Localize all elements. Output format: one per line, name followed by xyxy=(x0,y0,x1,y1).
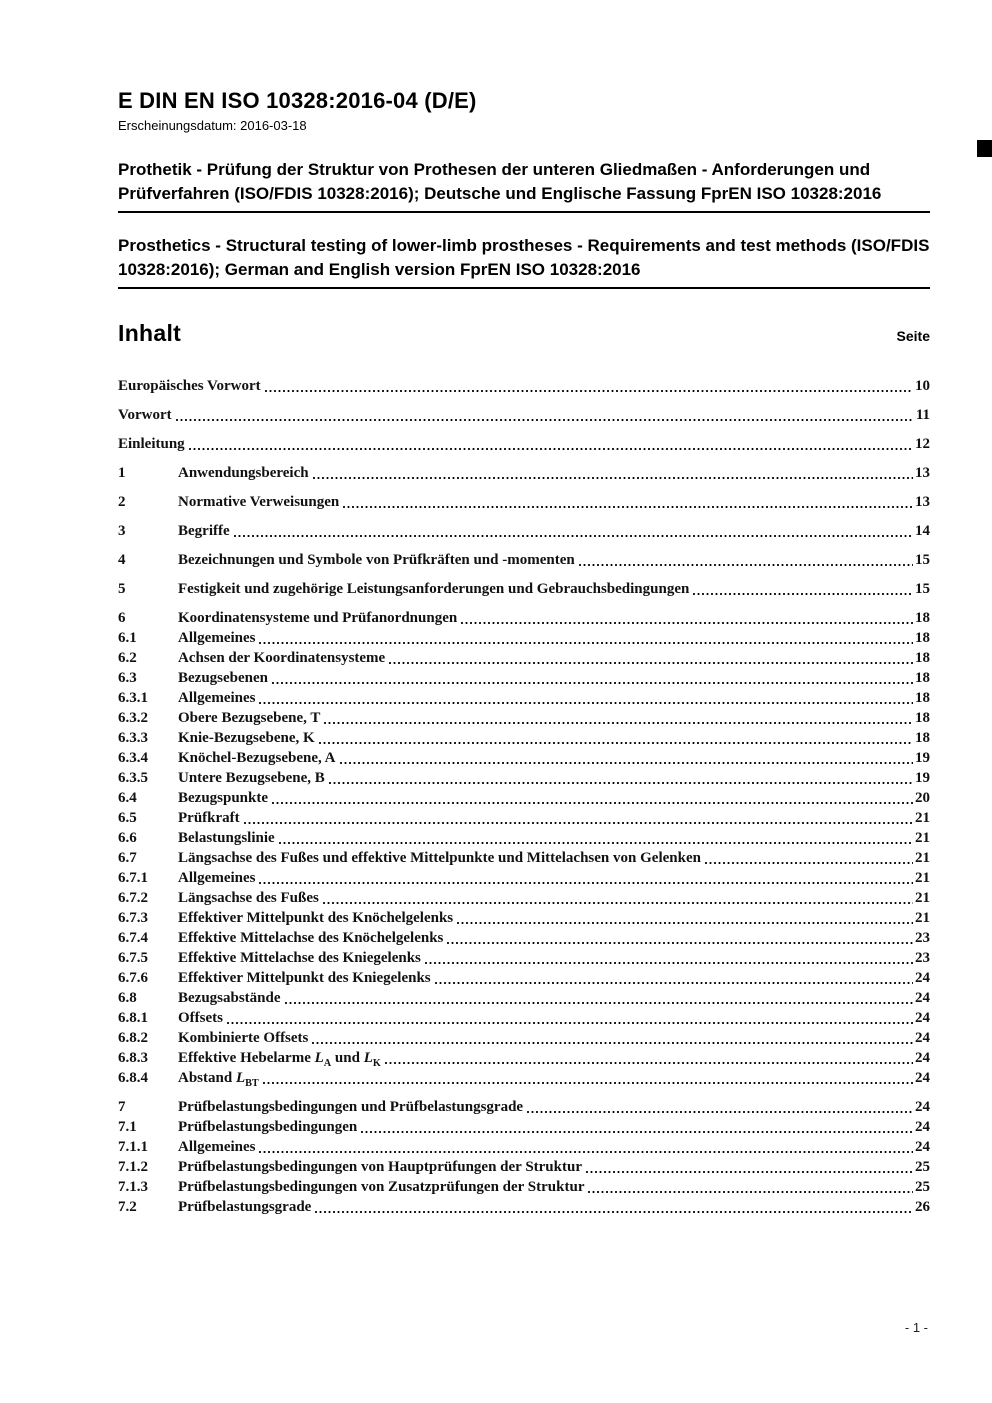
toc-entry-page: 23 xyxy=(915,950,930,966)
toc-entry-page: 21 xyxy=(915,890,930,906)
toc-dot-leader xyxy=(340,762,914,764)
toc-entry-number: 7.2 xyxy=(118,1199,137,1215)
toc-entry-title: Prüfbelastungsbedingungen und Prüfbelastungsgrade xyxy=(178,1099,524,1115)
toc-entry-number: 6.7.1 xyxy=(118,870,148,886)
toc-dot-leader xyxy=(227,1022,913,1024)
toc-dot-leader xyxy=(361,1131,913,1133)
toc-dot-leader xyxy=(272,682,913,684)
toc-entry-number: 6.8.1 xyxy=(118,1010,148,1026)
toc-entry-title: Untere Bezugsebene, B xyxy=(178,770,325,786)
toc-entry xyxy=(118,648,930,668)
toc-entry-page: 18 xyxy=(915,630,930,646)
toc-dot-leader xyxy=(323,902,913,904)
toc-entry-number: 6.6 xyxy=(118,830,137,846)
toc-entry-title: Bezugsebenen xyxy=(178,670,268,686)
toc-entry-title: Koordinatensysteme und Prüfanordnungen xyxy=(178,610,458,626)
toc-entry-number: 6.3 xyxy=(118,670,137,686)
toc-entry-number: 7.1.1 xyxy=(118,1139,148,1155)
toc-entry-number: 6.2 xyxy=(118,650,137,666)
toc-entry-number: 6.3.1 xyxy=(118,690,148,706)
toc-entry xyxy=(118,768,930,788)
toc-entry xyxy=(118,948,930,968)
toc-entry xyxy=(118,908,930,928)
toc-entry-page: 19 xyxy=(915,770,930,786)
toc-dot-leader xyxy=(425,962,913,964)
toc-entry xyxy=(118,708,930,728)
toc-entry-title: Offsets xyxy=(178,1010,223,1026)
toc-entry-title: Prüfbelastungsgrade xyxy=(178,1199,312,1215)
toc-entry-number: 6.7.4 xyxy=(118,930,148,946)
toc-dot-leader xyxy=(389,662,913,664)
toc-entry-page: 24 xyxy=(915,970,930,986)
toc-entry xyxy=(118,434,930,454)
toc-entry-page: 19 xyxy=(915,750,930,766)
toc-entry-number: 4 xyxy=(118,552,126,568)
toc-entry-title: Effektive Mittelachse des Knöchelgelenks xyxy=(178,930,444,946)
toc-dot-leader xyxy=(435,982,913,984)
toc-entry-number: 6 xyxy=(118,610,126,626)
toc-entry-page: 21 xyxy=(915,810,930,826)
toc-entry-title: Längsachse des Fußes und effektive Mittelpunkte und Mittelachsen von Gelenken xyxy=(178,850,701,866)
toc-entry-title: Prüfbelastungsbedingungen von Zusatzprüfungen der Struktur xyxy=(178,1179,585,1195)
toc-dot-leader xyxy=(461,622,913,624)
toc-entry-title: Festigkeit und zugehörige Leistungsanforderungen und Gebrauchsbedingungen xyxy=(178,581,690,597)
toc-dot-leader xyxy=(279,842,913,844)
toc-dot-leader xyxy=(315,1211,913,1213)
toc-entry-page: 18 xyxy=(915,710,930,726)
toc-entry-page: 24 xyxy=(915,1050,930,1066)
toc-entry-title: Achsen der Koordinatensysteme xyxy=(178,650,386,666)
toc-entry-title: Prüfkraft xyxy=(178,810,240,826)
toc-entry-page: 24 xyxy=(915,1099,930,1115)
page-number-footer: - 1 - xyxy=(904,1320,928,1335)
toc-entry-number: 7.1 xyxy=(118,1119,137,1135)
toc-entry-page: 18 xyxy=(915,610,930,626)
toc-entry-number: 1 xyxy=(118,465,126,481)
toc-dot-leader xyxy=(329,782,913,784)
toc-entry-title: Effektiver Mittelpunkt des Kniegelenks xyxy=(178,970,431,986)
toc-entry xyxy=(118,788,930,808)
toc-entry xyxy=(118,405,930,425)
toc-dot-leader xyxy=(265,390,913,392)
toc-entry-number: 6.7.3 xyxy=(118,910,148,926)
toc-entry xyxy=(118,1028,930,1048)
toc-entry-title: Begriffe xyxy=(178,523,230,539)
toc-list xyxy=(118,376,930,1217)
toc-dot-leader xyxy=(176,419,914,421)
toc-dot-leader xyxy=(263,1082,913,1084)
toc-entry xyxy=(118,1157,930,1177)
toc-entry xyxy=(118,608,930,628)
toc-dot-leader xyxy=(705,862,913,864)
toc-entry-title: Effektive Hebelarme $L_A$ und $L_K$ xyxy=(178,1050,381,1069)
toc-entry-page: 24 xyxy=(915,990,930,1006)
toc-entry-title: Bezugspunkte xyxy=(178,790,269,806)
page-content xyxy=(118,0,930,1217)
toc-dot-leader xyxy=(313,477,913,479)
toc-entry xyxy=(118,988,930,1008)
toc-entry-title: Knie-Bezugsebene, K xyxy=(178,730,315,746)
toc-entry-title: Europäisches Vorwort xyxy=(118,378,261,394)
toc-entry xyxy=(118,550,930,570)
toc-entry-number: 6.3.3 xyxy=(118,730,148,746)
toc-entry-number: 6.7.5 xyxy=(118,950,148,966)
toc-dot-leader xyxy=(579,564,913,566)
toc-entry-title: Längsachse des Fußes xyxy=(178,890,319,906)
toc-dot-leader xyxy=(586,1171,913,1173)
toc-entry xyxy=(118,1068,930,1088)
toc-header-row xyxy=(118,320,930,347)
toc-entry-number: 6.7.2 xyxy=(118,890,148,906)
document-title-english: Prosthetics - Structural testing of lower-limb prostheses - Requirements and test methods (ISO/FDIS 10328:2016); German and English version FprEN ISO 10328:2016 xyxy=(118,234,930,289)
document-title-german: Prothetik - Prüfung der Struktur von Prothesen der unteren Gliedmaßen - Anforderungen und Prüfverfahren (ISO/FDIS 10328:2016); Deutsche und Englische Fassung FprEN ISO 10328:2016 xyxy=(118,158,930,213)
toc-entry-page: 24 xyxy=(915,1119,930,1135)
toc-entry-number: 6.8.2 xyxy=(118,1030,148,1046)
toc-entry-page: 21 xyxy=(915,830,930,846)
toc-entry-title: Allgemeines xyxy=(178,870,256,886)
toc-entry-page: 24 xyxy=(915,1010,930,1026)
toc-entry xyxy=(118,808,930,828)
toc-entry xyxy=(118,748,930,768)
toc-entry-page: 20 xyxy=(915,790,930,806)
toc-entry-title: Allgemeines xyxy=(178,1139,256,1155)
toc-entry-title: Prüfbelastungsbedingungen von Hauptprüfungen der Struktur xyxy=(178,1159,582,1175)
toc-entry xyxy=(118,868,930,888)
toc-entry-title: Normative Verweisungen xyxy=(178,494,340,510)
toc-entry xyxy=(118,728,930,748)
toc-dot-leader xyxy=(234,535,913,537)
toc-entry xyxy=(118,521,930,541)
toc-entry-title: Vorwort xyxy=(118,407,172,423)
toc-entry-number: 6.3.4 xyxy=(118,750,148,766)
toc-dot-leader xyxy=(457,922,913,924)
toc-entry-page: 21 xyxy=(915,850,930,866)
toc-entry-number: 6.3.2 xyxy=(118,710,148,726)
toc-dot-leader xyxy=(385,1062,913,1064)
toc-entry-number: 6.8 xyxy=(118,990,137,1006)
toc-entry-title: Belastungslinie xyxy=(178,830,275,846)
toc-entry xyxy=(118,463,930,483)
toc-entry-page: 21 xyxy=(915,910,930,926)
toc-entry-number: 5 xyxy=(118,581,126,597)
toc-entry-page: 24 xyxy=(915,1070,930,1086)
toc-dot-leader xyxy=(244,822,913,824)
toc-entry-title: Knöchel-Bezugsebene, A xyxy=(178,750,336,766)
document-number: E DIN EN ISO 10328:2016-04 (D/E) xyxy=(118,88,477,113)
toc-entry xyxy=(118,376,930,396)
toc-entry-number: 7.1.2 xyxy=(118,1159,148,1175)
toc-entry-number: 6.8.4 xyxy=(118,1070,148,1086)
toc-entry xyxy=(118,688,930,708)
toc-entry-page: 25 xyxy=(915,1159,930,1175)
toc-dot-leader xyxy=(693,593,913,595)
toc-entry-title: Effektive Mittelachse des Kniegelenks xyxy=(178,950,421,966)
toc-entry-title: Allgemeines xyxy=(178,630,256,646)
toc-entry-page: 26 xyxy=(915,1199,930,1215)
toc-entry-number: 6.1 xyxy=(118,630,137,646)
toc-entry-title: Bezeichnungen und Symbole von Prüfkräften und -momenten xyxy=(178,552,575,568)
toc-dot-leader xyxy=(285,1002,913,1004)
toc-dot-leader xyxy=(343,506,913,508)
toc-dot-leader xyxy=(324,722,913,724)
toc-entry-page: 13 xyxy=(915,494,930,510)
toc-entry-title: Allgemeines xyxy=(178,690,256,706)
toc-entry-number: 7.1.3 xyxy=(118,1179,148,1195)
toc-entry-page: 25 xyxy=(915,1179,930,1195)
toc-entry xyxy=(118,828,930,848)
toc-entry xyxy=(118,1048,930,1068)
toc-entry xyxy=(118,1137,930,1157)
toc-dot-leader xyxy=(189,448,913,450)
toc-entry-page: 18 xyxy=(915,730,930,746)
toc-entry-title: Bezugsabstände xyxy=(178,990,281,1006)
toc-entry-title: Effektiver Mittelpunkt des Knöchelgelenks xyxy=(178,910,454,926)
toc-heading: Inhalt xyxy=(118,320,182,346)
toc-entry-page: 11 xyxy=(915,407,930,423)
toc-entry-title: Prüfbelastungsbedingungen xyxy=(178,1119,358,1135)
toc-dot-leader xyxy=(259,642,913,644)
toc-entry-title: Einleitung xyxy=(118,436,185,452)
toc-entry-number: 6.4 xyxy=(118,790,137,806)
toc-entry-page: 12 xyxy=(915,436,930,452)
toc-entry-number: 6.8.3 xyxy=(118,1050,148,1066)
toc-entry-page: 14 xyxy=(915,523,930,539)
toc-entry-title: Abstand $L_{BT}$ xyxy=(178,1070,259,1089)
toc-entry-page: 18 xyxy=(915,650,930,666)
toc-entry xyxy=(118,1097,930,1117)
toc-dot-leader xyxy=(312,1042,913,1044)
toc-entry-page: 24 xyxy=(915,1139,930,1155)
toc-entry xyxy=(118,1117,930,1137)
toc-entry-title: Anwendungsbereich xyxy=(178,465,309,481)
toc-entry xyxy=(118,848,930,868)
toc-entry xyxy=(118,928,930,948)
toc-dot-leader xyxy=(319,742,913,744)
toc-entry xyxy=(118,579,930,599)
page-edge-marker xyxy=(977,140,992,157)
toc-entry xyxy=(118,888,930,908)
toc-entry-page: 10 xyxy=(915,378,930,394)
toc-entry xyxy=(118,1197,930,1217)
toc-entry-page: 24 xyxy=(915,1030,930,1046)
toc-page-column-label: Seite xyxy=(896,328,930,344)
toc-dot-leader xyxy=(259,1151,913,1153)
toc-dot-leader xyxy=(447,942,913,944)
toc-entry-page: 18 xyxy=(915,690,930,706)
publication-date: Erscheinungsdatum: 2016-03-18 xyxy=(118,118,307,133)
toc-entry xyxy=(118,968,930,988)
toc-dot-leader xyxy=(259,702,913,704)
toc-entry-number: 7 xyxy=(118,1099,126,1115)
toc-entry xyxy=(118,628,930,648)
toc-entry xyxy=(118,492,930,512)
toc-entry-page: 18 xyxy=(915,670,930,686)
toc-entry-title: Kombinierte Offsets xyxy=(178,1030,309,1046)
toc-entry-page: 13 xyxy=(915,465,930,481)
toc-dot-leader xyxy=(259,882,913,884)
toc-entry-page: 23 xyxy=(915,930,930,946)
toc-entry-number: 6.7 xyxy=(118,850,137,866)
toc-dot-leader xyxy=(588,1191,913,1193)
toc-entry-number: 2 xyxy=(118,494,126,510)
toc-dot-leader xyxy=(527,1111,913,1113)
toc-dot-leader xyxy=(272,802,913,804)
toc-entry-page: 15 xyxy=(915,552,930,568)
toc-entry-number: 6.3.5 xyxy=(118,770,148,786)
toc-entry-number: 6.5 xyxy=(118,810,137,826)
toc-entry xyxy=(118,1177,930,1197)
toc-entry-number: 6.7.6 xyxy=(118,970,148,986)
toc-entry xyxy=(118,1008,930,1028)
toc-entry-page: 21 xyxy=(915,870,930,886)
toc-entry-page: 15 xyxy=(915,581,930,597)
toc-entry xyxy=(118,668,930,688)
toc-entry-title: Obere Bezugsebene, T xyxy=(178,710,321,726)
toc-entry-number: 3 xyxy=(118,523,126,539)
